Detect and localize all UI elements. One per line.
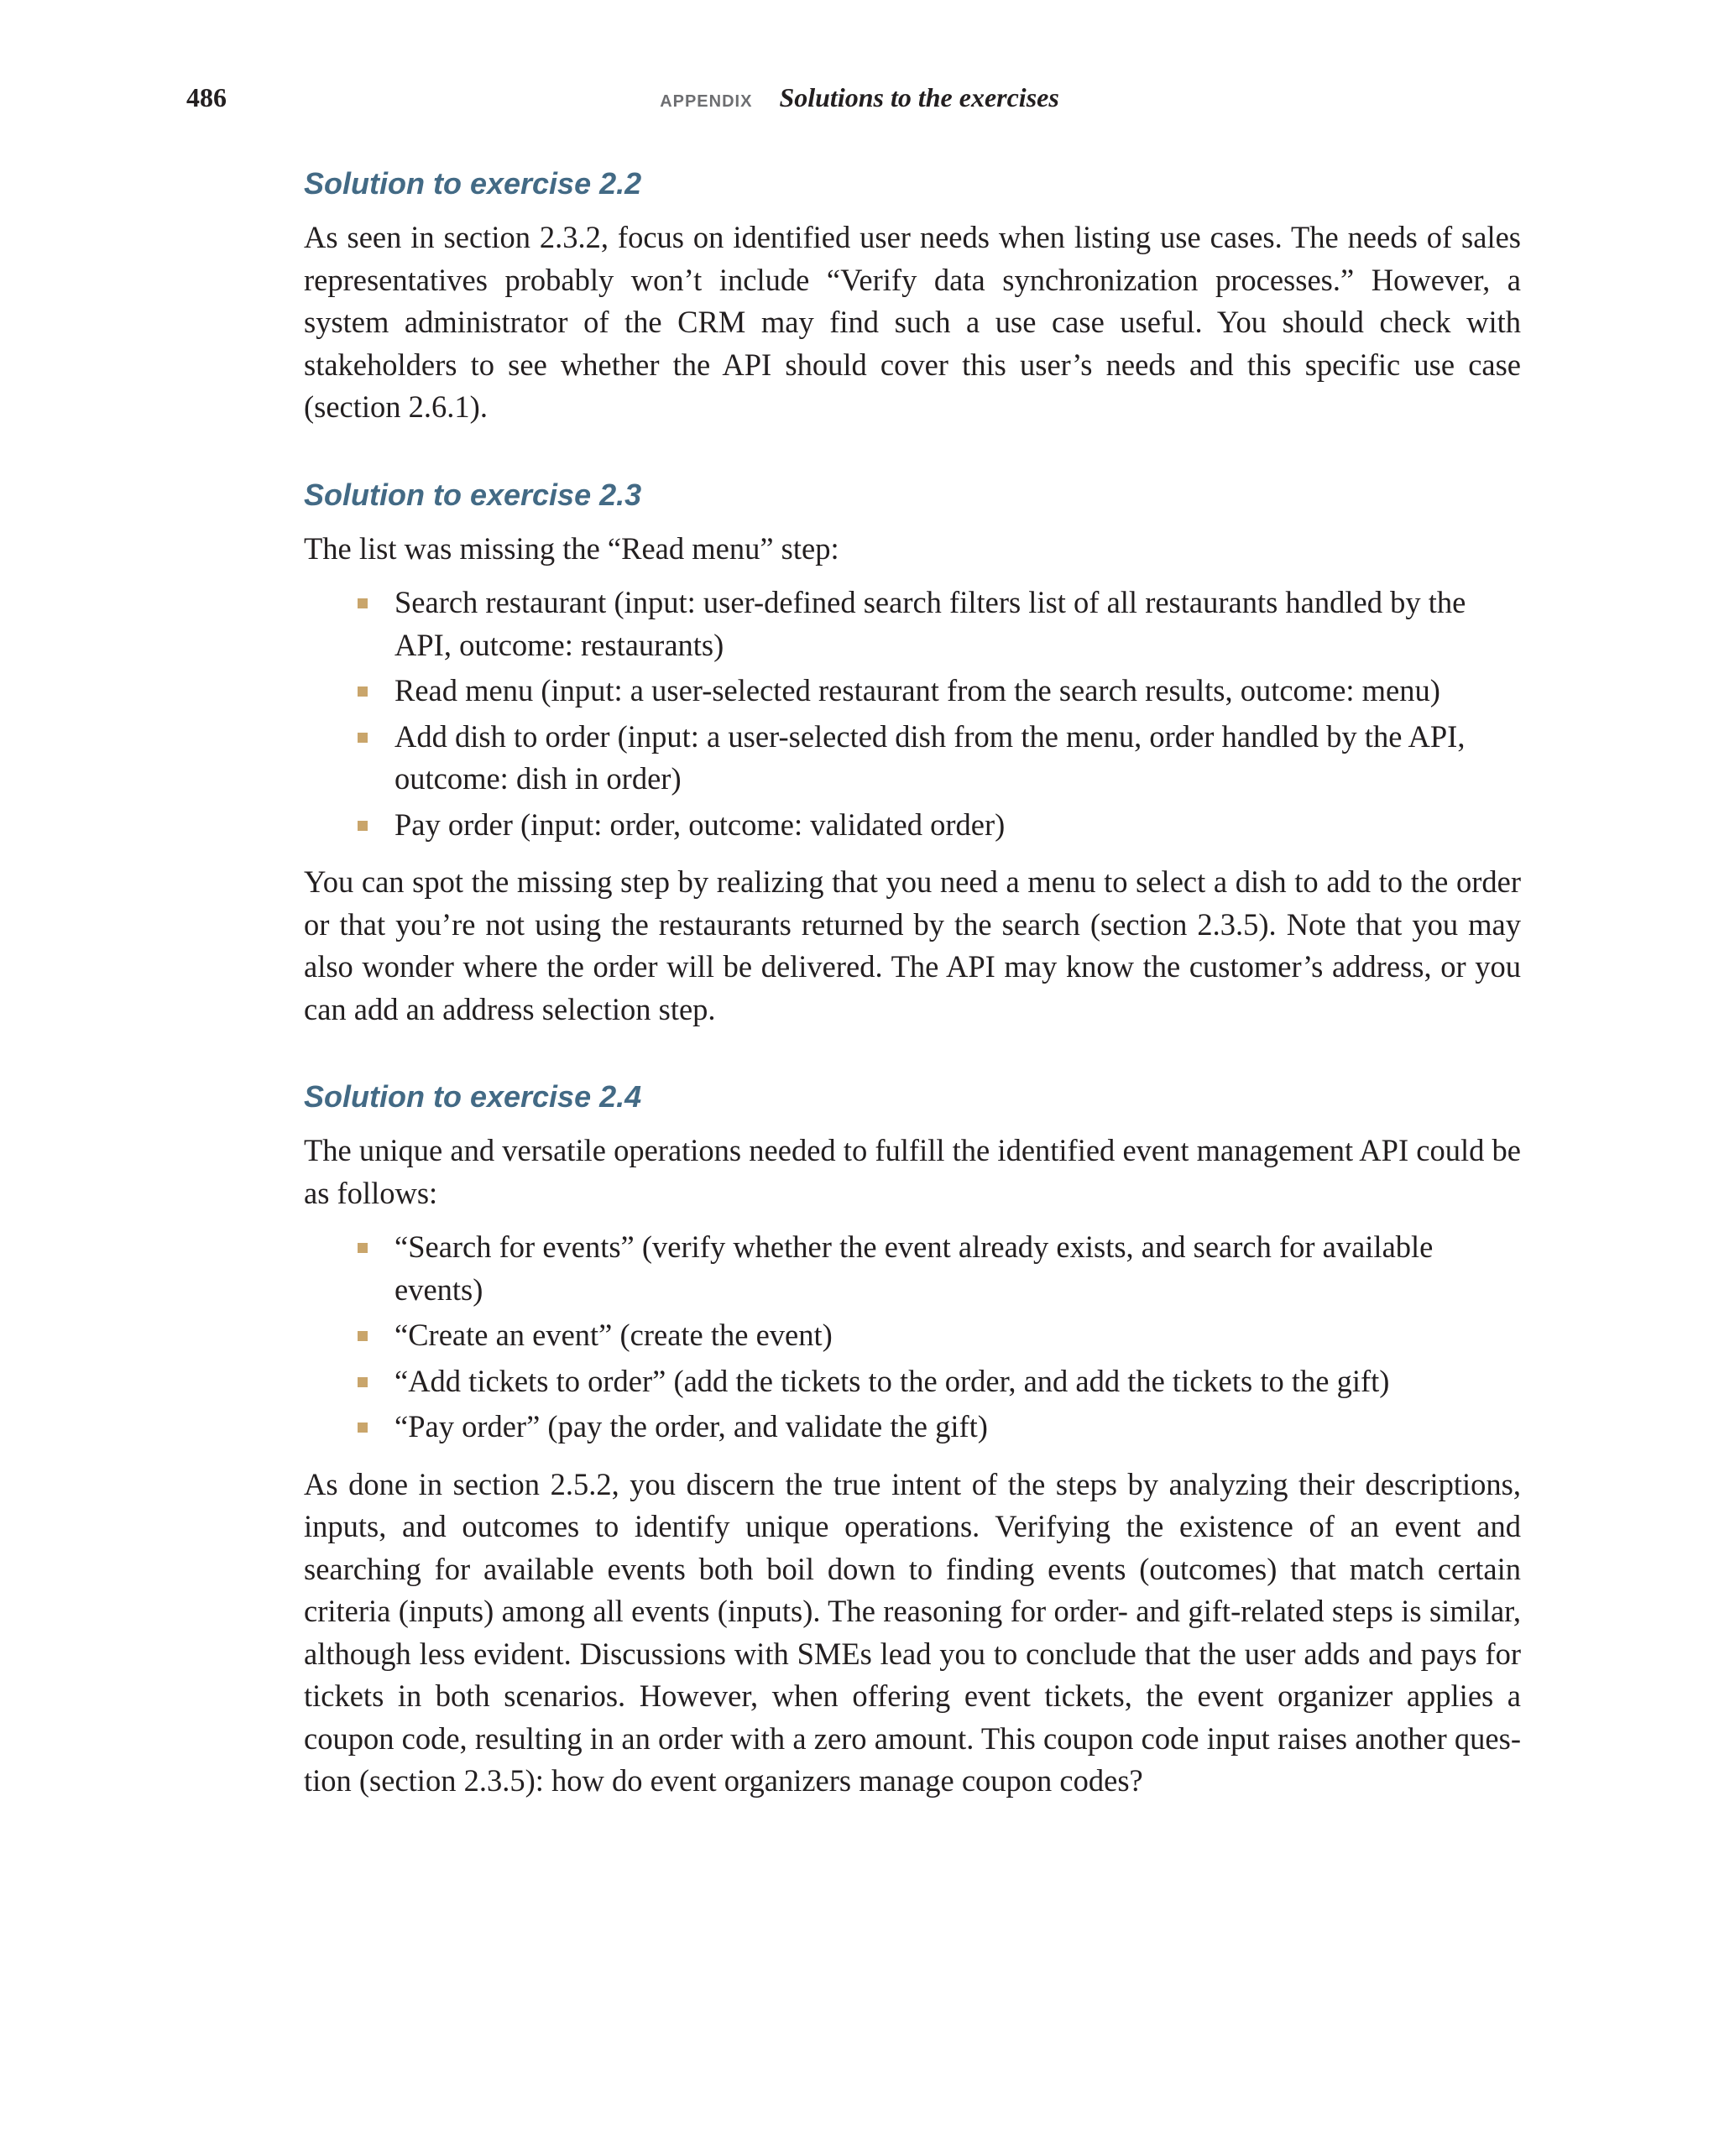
page-number: 486 bbox=[186, 82, 227, 112]
square-bullet-icon bbox=[358, 1423, 368, 1433]
section-heading: Solution to exercise 2.4 bbox=[304, 1079, 642, 1114]
list-item bbox=[394, 1406, 1521, 1449]
list-item-text: Read menu (input: a user-selected restaurant from the search results, outcome: menu) bbox=[394, 673, 1440, 707]
list-item bbox=[394, 716, 1521, 801]
running-head bbox=[0, 82, 1719, 113]
list-item-text: Search restaurant (input: user-defined search filters list of all restaurants handled by the API, outcome: restaurants) bbox=[394, 585, 1466, 662]
list-item bbox=[394, 1314, 1521, 1357]
list-item bbox=[394, 670, 1521, 713]
section-exercise-2-4 bbox=[304, 1078, 1521, 1803]
square-bullet-icon bbox=[358, 1243, 368, 1253]
intro-paragraph: The unique and versatile operations needed to fulfill the identified event management API could be as follows: bbox=[304, 1133, 1521, 1210]
square-bullet-icon bbox=[358, 1377, 368, 1387]
list-item-text: “Pay order” (pay the order, and validate the gift) bbox=[394, 1409, 988, 1443]
list-item bbox=[394, 582, 1521, 666]
list-item bbox=[394, 1226, 1521, 1311]
square-bullet-icon bbox=[358, 821, 368, 831]
square-bullet-icon bbox=[358, 598, 368, 608]
section-exercise-2-3 bbox=[304, 476, 1521, 1031]
running-head-label: APPENDIX bbox=[660, 92, 753, 111]
page-content bbox=[304, 164, 1521, 1850]
list-item bbox=[394, 804, 1521, 847]
square-bullet-icon bbox=[358, 686, 368, 697]
body-paragraph: You can spot the missing step by realizing that you need a menu to select a dish to add to the order or that you’re not using the restaurants returned by the search (section 2.3.5). Note that you may also wonder where the order will be delivered. The API may know the customer’s address, or you can add an address selection step. bbox=[304, 864, 1521, 1026]
page-header bbox=[0, 77, 1719, 119]
list-item-text: Pay order (input: order, outcome: validated order) bbox=[394, 807, 1006, 842]
intro-paragraph: The list was missing the “Read menu” step: bbox=[304, 530, 839, 566]
square-bullet-icon bbox=[358, 733, 368, 743]
section-heading: Solution to exercise 2.2 bbox=[304, 166, 642, 201]
bullet-list bbox=[304, 582, 1521, 846]
square-bullet-icon bbox=[358, 1331, 368, 1341]
section-heading: Solution to exercise 2.3 bbox=[304, 477, 642, 512]
running-head-title: Solutions to the exercises bbox=[779, 82, 1059, 112]
list-item-text: “Add tickets to order” (add the tickets to the order, and add the tickets to the gift) bbox=[394, 1363, 1390, 1398]
section-exercise-2-2 bbox=[304, 164, 1521, 429]
list-item-text: “Create an event” (create the event) bbox=[394, 1318, 833, 1352]
bullet-list bbox=[304, 1226, 1521, 1449]
list-item-text: Add dish to order (input: a user-selected dish from the menu, order handled by the API, outcome: dish in order) bbox=[394, 718, 1466, 796]
body-paragraph: As done in section 2.5.2, you discern the true intent of the steps by analyzing their descriptions, inputs, and outcomes to identify unique operations. Verifying the existence of an event and searching for available events both boil down to finding events (outcomes) that match certain criteria (inputs) among all events (inputs). The reasoning for order- and gift-related steps is similar, although less evident. Discussions with SMEs lead you to conclude that the user adds and pays for tickets in both scenarios. However, when offering event tickets, the event organizer applies a coupon code, resulting in an order with a zero amount. This coupon code input raises another question (section 2.3.5): how do event organizers manage coupon codes? bbox=[304, 1466, 1521, 1798]
list-item bbox=[394, 1360, 1521, 1403]
list-item-text: “Search for events” (verify whether the event already exists, and search for available events) bbox=[394, 1229, 1434, 1307]
body-paragraph: As seen in section 2.3.2, focus on identified user needs when listing use cases. The needs of sales representatives probably won’t include “Verify data synchronization processes.” However, a system administrator of the CRM may find such a use case useful. You should check with stakeholders to see whether the API should cover this user’s needs and this specific use case (section 2.6.1). bbox=[304, 220, 1521, 424]
